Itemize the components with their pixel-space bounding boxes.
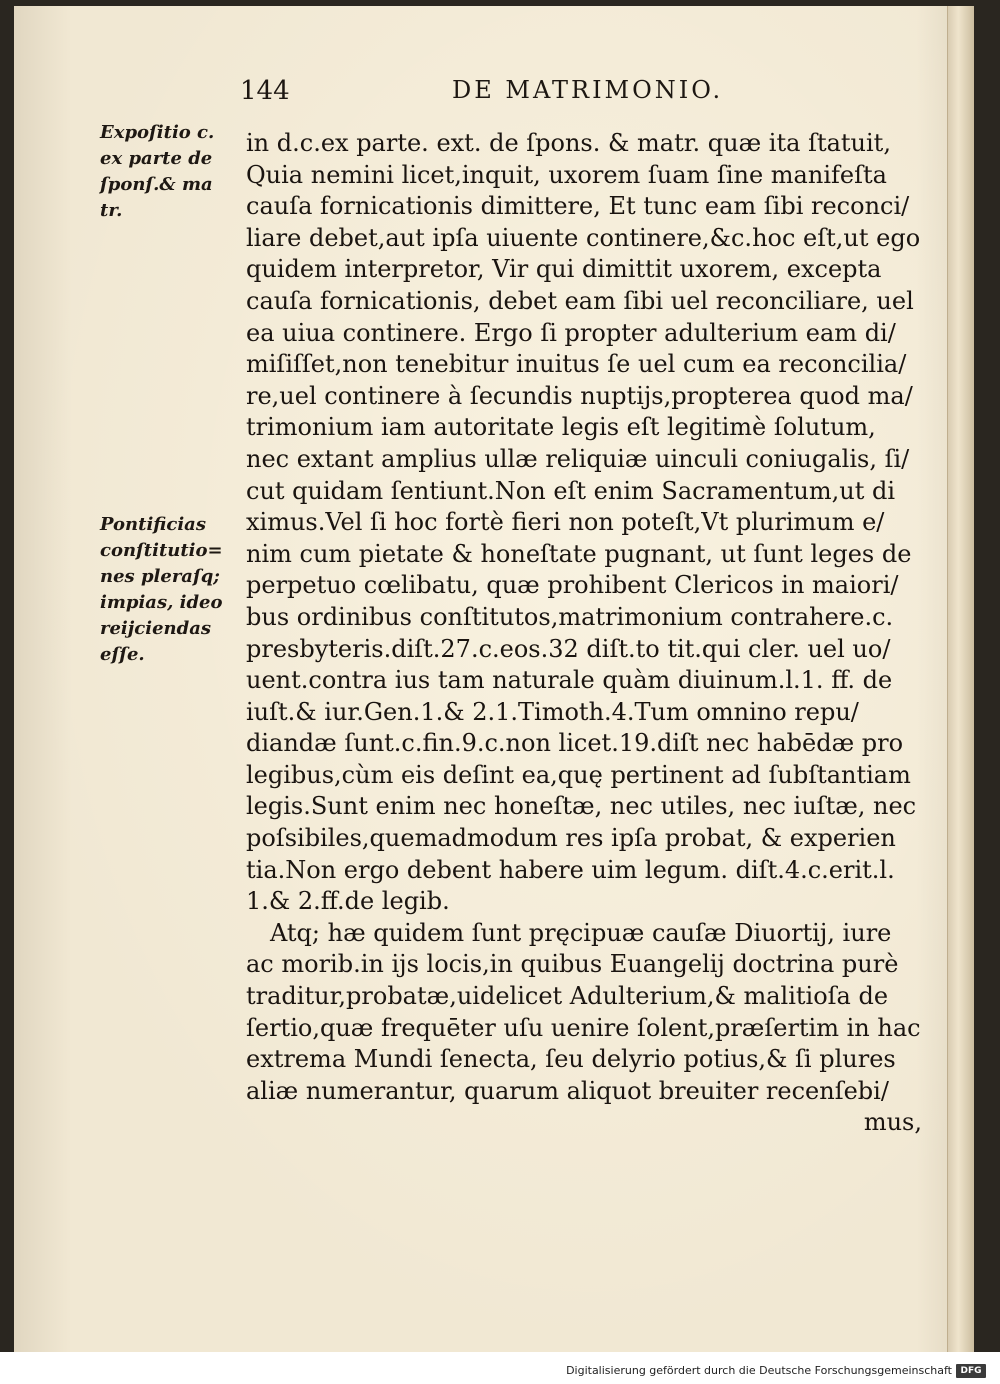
text-line: perpetuo cœlibatu, quæ prohibent Clericos in maiori/ [246,571,899,600]
margin-note-line: ex parte de [100,148,213,169]
text-line: ea uiua continere. Ergo ſi propter adulterium eam di/ [246,318,896,347]
page-header [230,76,790,116]
text-line: quidem interpretor, Vir qui dimittit uxorem, excepta [246,255,882,284]
margin-note-line: nes pleraſq; [100,566,220,587]
margin-note-line: Pontificias [100,514,206,535]
body-text [246,128,936,1139]
margin-note-line: Expoſitio c. [100,122,215,143]
text-line: poſsibiles,quemadmodum res ipſa probat, & experien [246,824,896,853]
text-line: legis.Sunt enim nec honeſtæ, nec utiles, nec iuſtæ, nec [246,792,917,821]
page-edge [947,6,974,1352]
text-line: tia.Non ergo debent habere uim legum. diſt.4.c.erit.l. [246,855,895,884]
margin-note-line: reijciendas [100,618,212,639]
text-line: ſertio,quæ frequēter uſu uenire ſolent,præſertim in hac [246,1013,921,1042]
funding-credit: Digitalisierung gefördert durch die Deutsche Forschungsgemeinschaft [566,1364,952,1377]
text-line: cauſa fornicationis, debet eam ſibi uel reconciliare, uel [246,286,914,315]
text-line: diandæ ſunt.c.fin.9.c.non licet.19.diſt nec habēdæ pro [246,729,904,758]
margin-note-line: impias, ideo [100,592,223,613]
text-line: traditur,probatæ,uidelicet Adulterium,& malitioſa de [246,982,889,1011]
text-line: ximus.Vel ſi hoc fortè fieri non poteſt,Vt plurimum e/ [246,508,885,537]
text-line: Atq; hæ quidem ſunt pręcipuæ cauſæ Diuortij, iure [270,918,892,947]
footer-bar [0,1352,1000,1384]
text-line: miſiſſet,non tenebitur inuitus ſe uel cum ea reconcilia/ [246,350,907,379]
text-line: legibus,cùm eis deſint ea,quę pertinent ad ſubſtantiam [246,760,911,789]
text-line: liare debet,aut ipſa uiuente continere,&c.hoc eſt,ut ego [246,223,921,252]
margin-note-line: tr. [100,200,123,221]
text-line: cut quidam ſentiunt.Non eſt enim Sacramentum,ut di [246,476,896,505]
text-line: presbyteris.diſt.27.c.eos.32 diſt.to tit.qui cler. uel uo/ [246,634,891,663]
text-line: Quia nemini licet,inquit, uxorem ſuam ſine manifeſta [246,160,887,189]
catchword: mus, [863,1108,922,1137]
margin-note-pontifical [100,512,240,668]
text-line: extrema Mundi ſenecta, ſeu delyrio potius,& ſi plures [246,1045,896,1074]
margin-note-line: conſtitutio= [100,540,223,561]
margin-note-line: ſponſ.& ma [100,174,213,195]
text-line: 1.& 2.ff.de legib. [246,887,450,916]
text-line: ac morib.in ijs locis,in quibus Euangelij doctrina purè [246,950,899,979]
text-line: nim cum pietate & honeſtate pugnant, ut ſunt leges de [246,539,912,568]
margin-note-line: eſſe. [100,644,145,665]
text-line: trimonium iam autoritate legis eſt legitimè ſolutum, [246,413,876,442]
text-line: re,uel continere à ſecundis nuptijs,propterea quod ma/ [246,381,913,410]
text-line: uent.contra ius tam naturale quàm diuinum.l.1. ff. de [246,666,893,695]
text-line: aliæ numerantur, quarum aliquot breuiter recenſebi/ [246,1076,889,1105]
text-line: iuſt.& iur.Gen.1.& 2.1.Timoth.4.Tum omnino repu/ [246,697,859,726]
running-head: DE MATRIMONIO. [452,76,724,104]
text-line: cauſa fornicationis dimittere, Et tunc eam ſibi reconci/ [246,192,910,221]
margin-note-exposition [100,120,240,224]
page-number: 144 [240,76,290,106]
text-line: bus ordinibus conſtitutos,matrimonium contrahere.c. [246,602,894,631]
dfg-logo-icon: DFG [956,1364,986,1378]
text-line: nec extant amplius ullæ reliquiæ uinculi coniugalis, ſi/ [246,444,910,473]
text-line: in d.c.ex parte. ext. de ſpons. & matr. quæ ita ſtatuit, [246,129,891,157]
